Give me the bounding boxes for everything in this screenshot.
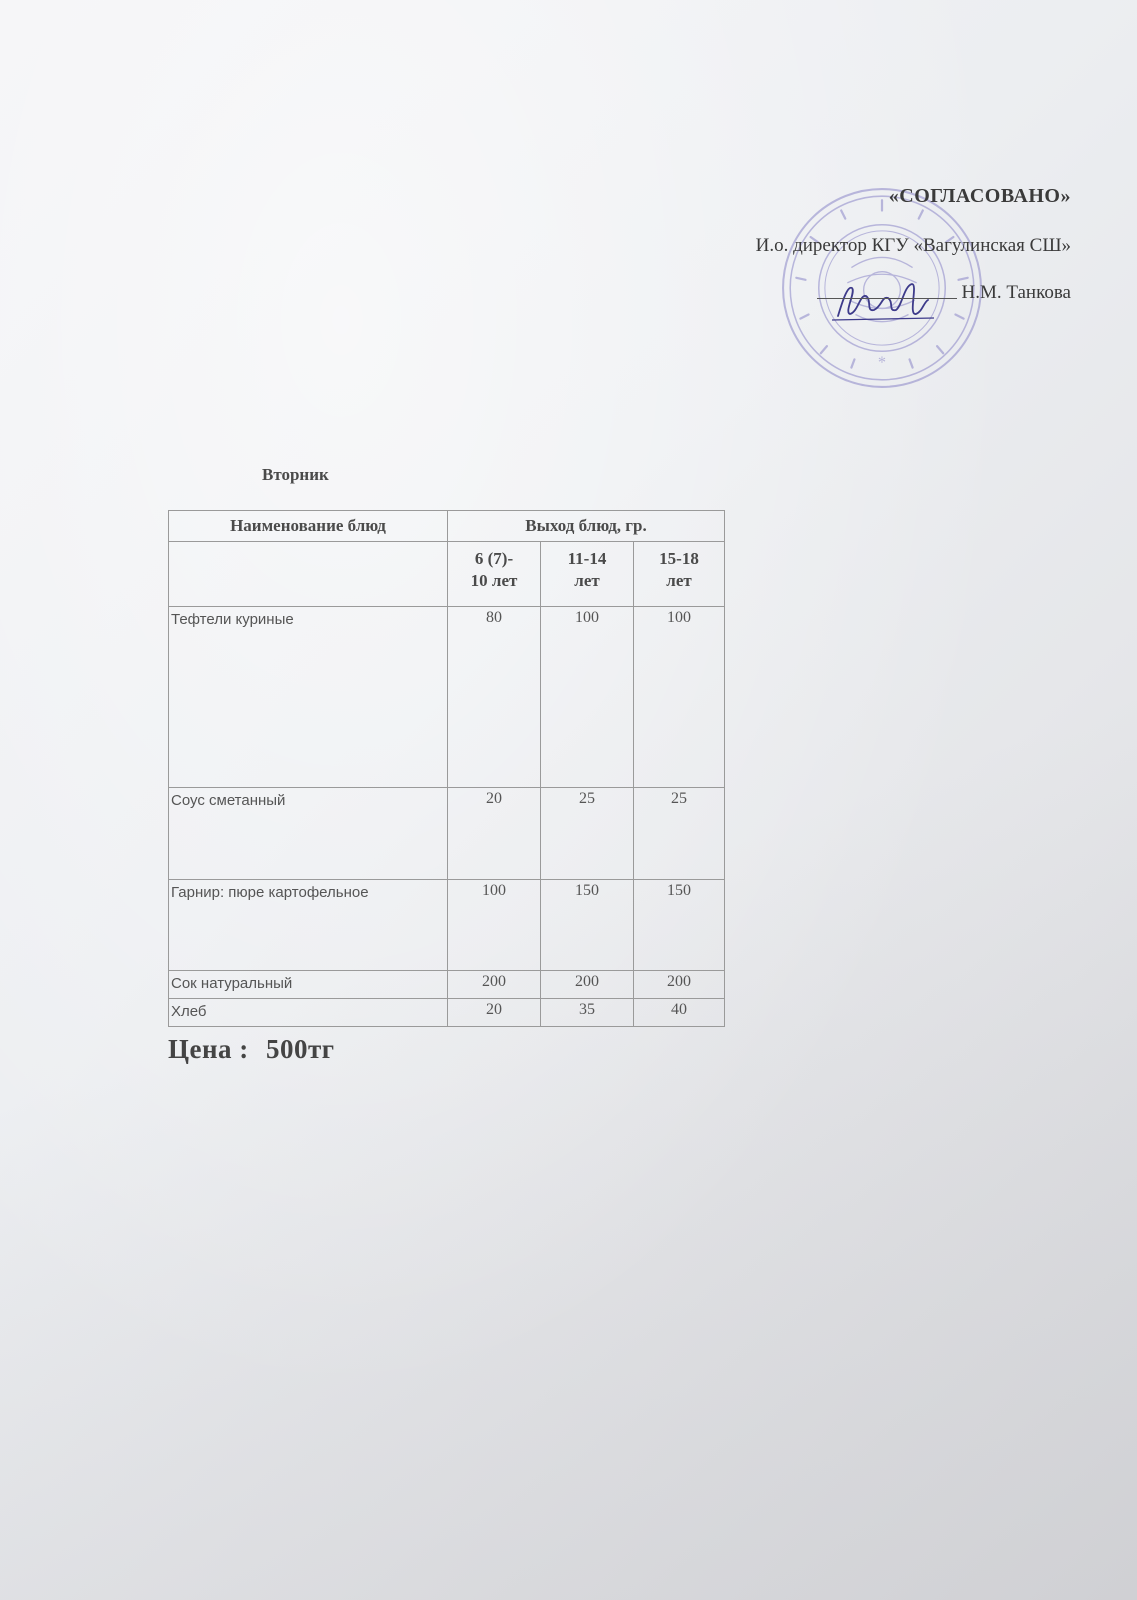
table-row [169,999,725,1027]
header-dish-name: Наименование блюд [169,511,448,542]
dish-name: Сок натуральный [169,971,448,999]
header-output: Выход блюд, гр. [448,511,725,542]
dish-value: 100 [448,880,541,971]
dish-name: Гарнир: пюре картофельное [169,880,448,971]
dish-value: 20 [448,999,541,1027]
dish-value: 150 [541,880,634,971]
table-row [169,880,725,971]
dish-value: 100 [541,607,634,788]
dish-value: 100 [634,607,725,788]
approval-position: И.о. директор КГУ «Вагулинская СШ» [755,235,1071,256]
price-label: Цена : [168,1034,249,1064]
svg-text:*: * [877,352,887,372]
dish-value: 150 [634,880,725,971]
table-row [169,971,725,999]
dish-name: Соус сметанный [169,788,448,880]
dish-value: 80 [448,607,541,788]
age-11-14: 11-14 лет [541,542,634,607]
dish-value: 200 [448,971,541,999]
age-row [169,542,725,607]
empty-cell [169,542,448,607]
dish-value: 20 [448,788,541,880]
dish-value: 25 [634,788,725,880]
table-row [169,607,725,788]
signature-underline [817,297,957,299]
approval-title: «СОГЛАСОВАНО» [888,185,1071,207]
dish-value: 35 [541,999,634,1027]
signer-name: Н.М. Танкова [961,282,1071,303]
dish-value: 25 [541,788,634,880]
table-row [169,788,725,880]
menu-table [168,510,725,1027]
age-15-18: 15-18 лет [634,542,725,607]
age-6-10: 6 (7)- 10 лет [448,542,541,607]
dish-value: 40 [634,999,725,1027]
dish-name: Тефтели куриные [169,607,448,788]
table-header-row [169,511,725,542]
price-value: 500тг [266,1034,335,1064]
dish-name: Хлеб [169,999,448,1027]
dish-value: 200 [634,971,725,999]
dish-value: 200 [541,971,634,999]
day-title: Вторник [262,465,329,484]
approval-block [651,186,1071,302]
signature-line [651,283,1071,302]
price [168,1034,335,1065]
